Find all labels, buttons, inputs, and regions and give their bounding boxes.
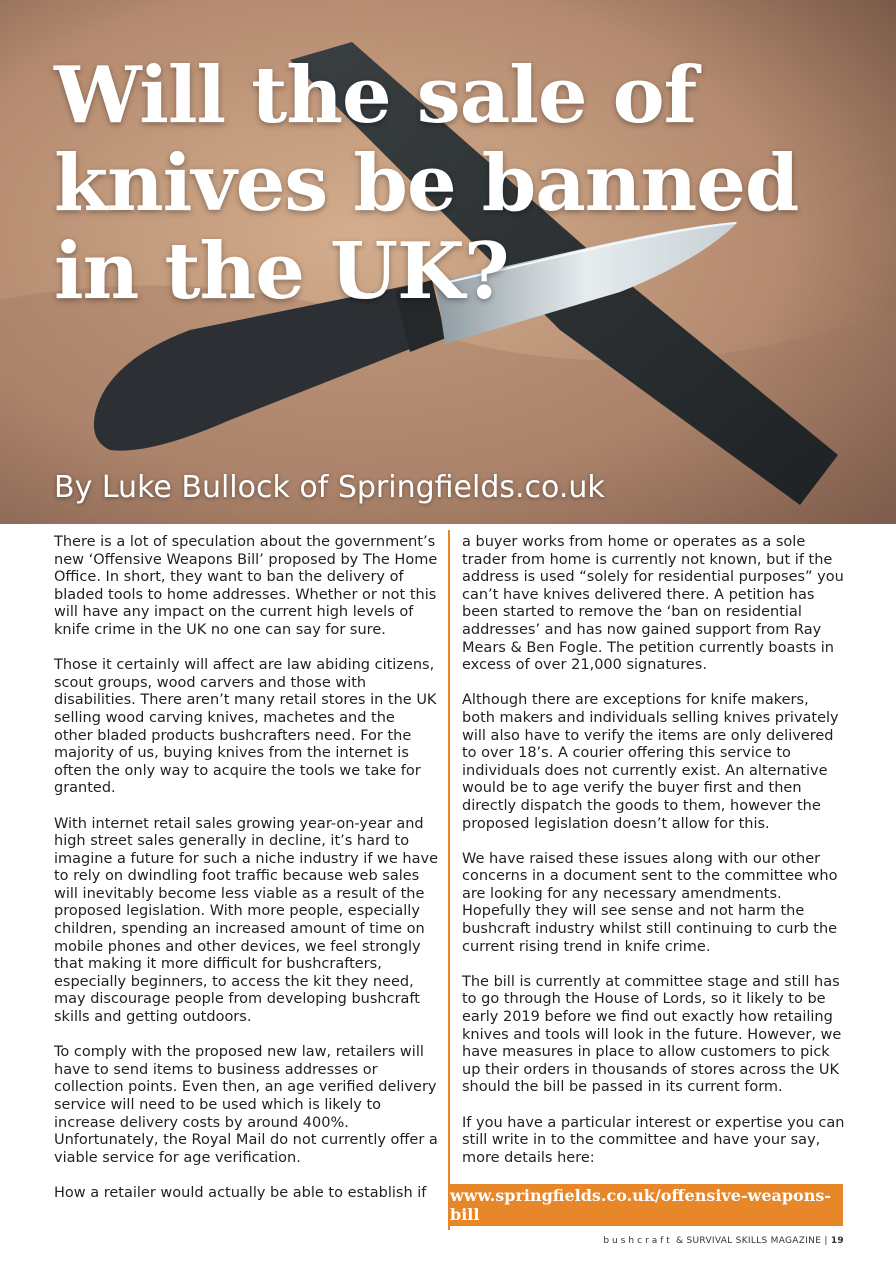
article-byline: By Luke Bullock of Springfields.co.uk xyxy=(54,470,605,505)
footer-brand: bushcraft xyxy=(603,1236,673,1246)
article-title: Will the sale of knives be banned in the UK? xyxy=(54,50,799,317)
footer-separator: | xyxy=(824,1236,828,1246)
hero-image-area xyxy=(0,0,896,524)
offensive-weapons-bill-link[interactable]: www.springfields.co.uk/offensive-weapons-bill xyxy=(450,1184,843,1226)
page-number: 19 xyxy=(830,1236,844,1246)
paragraph: The bill is currently at committee stage and still has to go through the House of Lords, so it likely to be early 2019 before we find out exactly how retailing knives and tools will look in the future. However, we have measures in place to allow customers to pick up their orders in thousands of stores across the UK should the bill be passed in its current form. xyxy=(462,973,842,1096)
paragraph: We have raised these issues along with our other concerns in a document sent to the committee who are looking for any necessary amendments. Hopefully they will see sense and not harm the bushcraft industry whilst still continuing to curb the current rising trend in knife crime. xyxy=(462,850,838,955)
column-divider xyxy=(448,530,450,1230)
paragraph: a buyer works from home or operates as a sole trader from home is currently not known, but if the address is used “solely for residential purposes” you can’t have knives delivered there. A petition has been started to remove the ‘ban on residential addresses’ and has now gained support from Ray Mears & Ben Fogle. The petition currently boasts in excess of over 21,000 signatures. xyxy=(462,534,844,674)
article-column-right xyxy=(462,534,846,1185)
page-footer xyxy=(603,1236,844,1246)
paragraph: Although there are exceptions for knife makers, both makers and individuals selling knives privately will also have to verify the items are only delivered to over 18’s. A courier offering this service to individuals does not currently exist. An alternative would be to age verify the buyer first and then directly dispatch the goods to them, however the proposed legislation doesn’t allow for this. xyxy=(462,692,839,832)
paragraph: How a retailer would actually be able to establish if xyxy=(54,1184,427,1201)
article-column-left xyxy=(54,534,438,1220)
paragraph: With internet retail sales growing year-on-year and high street sales generally in decline, it’s hard to imagine a future for such a niche industry if we have to rely on dwindling foot traffic because web sales will inevitably become less viable as a result of the proposed legislation. With more people, especially children, spending an increased amount of time on mobile phones and other devices, we feel strongly that making it more difficult for bushcrafters, especially beginners, to access the kit they need, may discourage people from developing bushcraft skills and getting outdoors. xyxy=(54,815,439,1026)
paragraph: To comply with the proposed new law, retailers will have to send items to business addresses or collection points. Even then, an age verified delivery service will need to be used which is likely to increase delivery costs by around 400%. Unfortunately, the Royal Mail do not currently offer a viable service for age verification. xyxy=(54,1044,438,1166)
paragraph: If you have a particular interest or expertise you can still write in to the committee and have your say, more details here: xyxy=(462,1114,845,1166)
paragraph: Those it certainly will affect are law abiding citizens, scout groups, wood carvers and those with disabilities. There aren’t many retail stores in the UK selling wood carving knives, machetes and the other bladed products bushcrafters need. For the majority of us, buying knives from the internet is often the only way to acquire the tools we take for granted. xyxy=(54,657,437,797)
footer-magazine-name: & SURVIVAL SKILLS MAGAZINE xyxy=(676,1236,822,1246)
paragraph: There is a lot of speculation about the government’s new ‘Offensive Weapons Bill’ proposed by The Home Office. In short, they want to ban the delivery of bladed tools to home addresses. Whether or not this will have any impact on the current high levels of knife crime in the UK no one can say for sure. xyxy=(54,534,438,638)
